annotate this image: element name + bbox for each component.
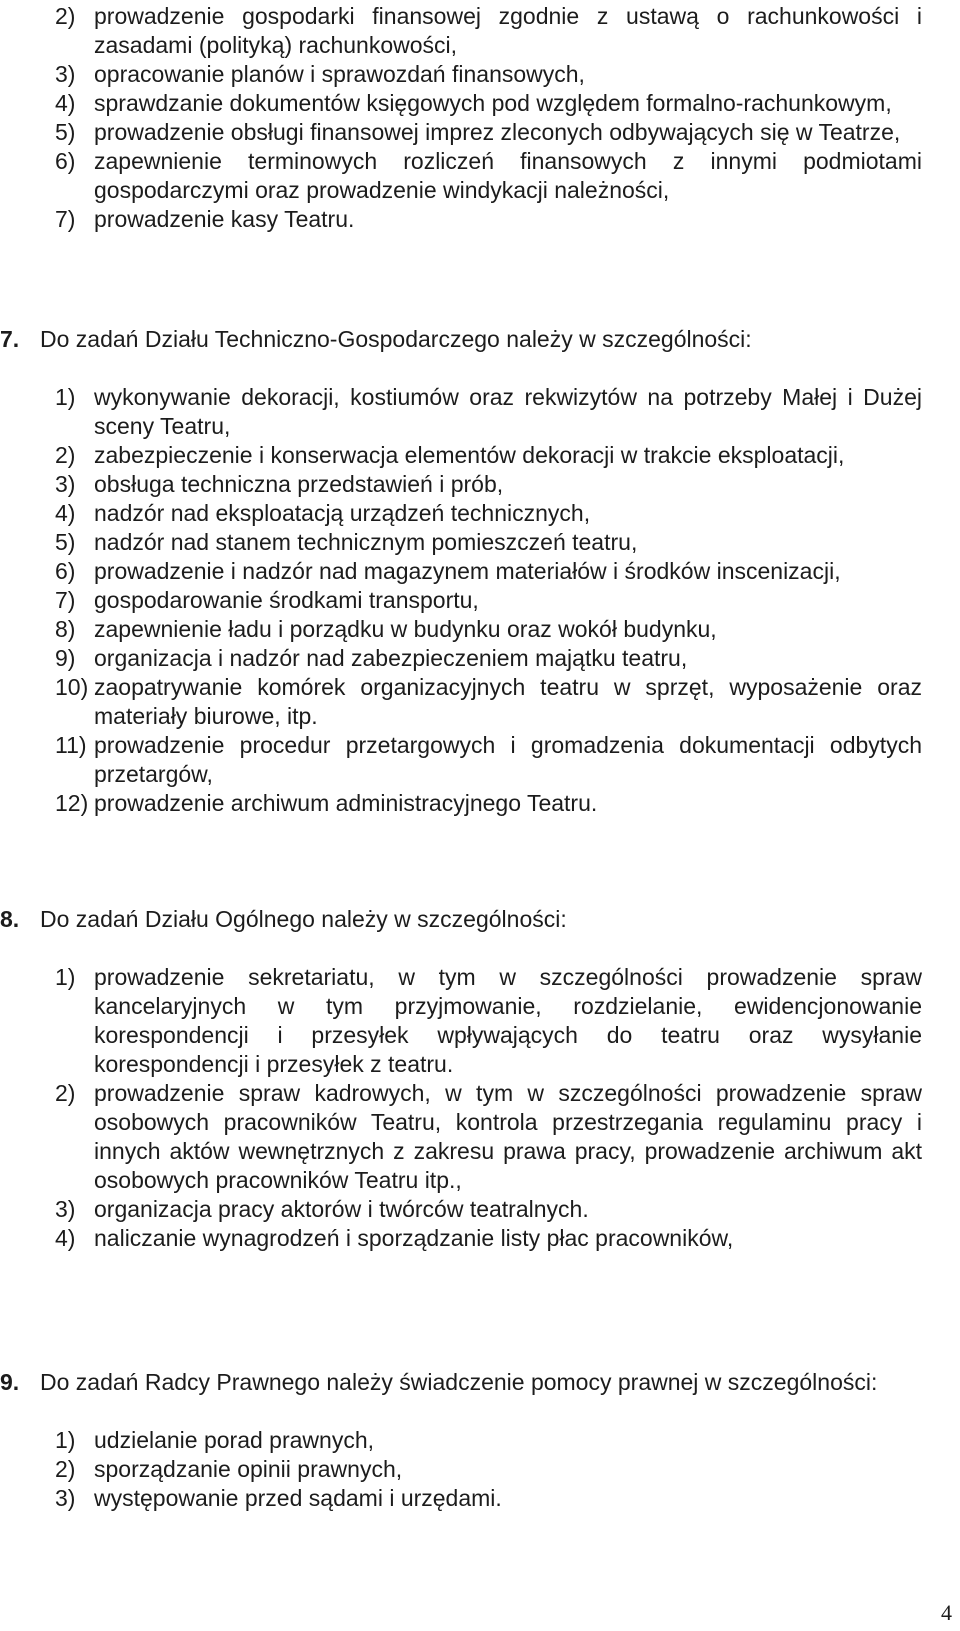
- list-item: 5) nadzór nad stanem technicznym pomieszczeń teatru,: [55, 529, 638, 555]
- list-item: 7) prowadzenie kasy Teatru.: [55, 206, 355, 232]
- list-item: 4) nadzór nad eksploatacją urządzeń technicznych,: [55, 500, 591, 526]
- list-item: 8) zapewnienie ładu i porządku w budynku oraz wokół budynku,: [55, 616, 717, 642]
- list-item: 2) prowadzenie gospodarki finansowej zgodnie z ustawą o rachunkowości i zasadami (polityką) rachunkowości,: [55, 3, 922, 58]
- list-item: 2) sporządzanie opinii prawnych,: [55, 1456, 403, 1482]
- list-item: 1) prowadzenie sekretariatu, w tym w szczególności prowadzenie spraw kancelaryjnych w tym przyjmowanie, rozdzielanie, ewidencjonowanie korespondencji i przesyłek wpływających do teatru oraz wysyłanie korespondencji i przesyłek z teatru.: [55, 964, 922, 1077]
- list-item: 3) występowanie przed sądami i urzędami.: [55, 1485, 502, 1511]
- list-item: 1) wykonywanie dekoracji, kostiumów oraz rekwizytów na potrzeby Małej i Dużej sceny Teatru,: [55, 384, 922, 439]
- list-item: 12) prowadzenie archiwum administracyjnego Teatru.: [55, 790, 598, 816]
- list-item: 4) sprawdzanie dokumentów księgowych pod względem formalno-rachunkowym,: [55, 90, 892, 116]
- list-item: 1) udzielanie porad prawnych,: [55, 1427, 375, 1453]
- list-item: 9) organizacja i nadzór nad zabezpieczeniem majątku teatru,: [55, 645, 688, 671]
- list-item: 6) prowadzenie i nadzór nad magazynem materiałów i środków inscenizacji,: [55, 558, 841, 584]
- list-item: 4) naliczanie wynagrodzeń i sporządzanie listy płac pracowników,: [55, 1225, 734, 1251]
- list-item: 6) zapewnienie terminowych rozliczeń finansowych z innymi podmiotami gospodarczymi oraz prowadzenie windykacji należności,: [55, 148, 922, 203]
- section-7-list: [0, 383, 960, 818]
- page-number: 4: [941, 1600, 952, 1625]
- list-item: 3) organizacja pracy aktorów i twórców teatralnych.: [55, 1196, 589, 1222]
- list-item: 5) prowadzenie obsługi finansowej imprez zleconych odbywających się w Teatrze,: [55, 119, 901, 145]
- list-item: 3) opracowanie planów i sprawozdań finansowych,: [55, 61, 585, 87]
- list-item: 2) zabezpieczenie i konserwacja elementów dekoracji w trakcie eksploatacji,: [55, 442, 845, 468]
- list-item: 11) prowadzenie procedur przetargowych i gromadzenia dokumentacji odbytych przetargów,: [55, 732, 922, 787]
- section-6-list: [0, 2, 960, 234]
- list-item: 7) gospodarowanie środkami transportu,: [55, 587, 479, 613]
- list-item: 10) zaopatrywanie komórek organizacyjnych teatru w sprzęt, wyposażenie oraz materiały biurowe, itp.: [55, 674, 922, 729]
- list-item: 2) prowadzenie spraw kadrowych, w tym w szczególności prowadzenie spraw osobowych pracowników Teatru, kontrola przestrzegania regulaminu pracy i innych aktów wewnętrznych z zakresu prawa pracy, prowadzenie archiwum akt osobowych pracowników Teatru itp.,: [55, 1080, 922, 1193]
- section-8-list: [0, 963, 960, 1253]
- section-9-list: [0, 1426, 960, 1513]
- list-item: 3) obsługa techniczna przedstawień i prób,: [55, 471, 504, 497]
